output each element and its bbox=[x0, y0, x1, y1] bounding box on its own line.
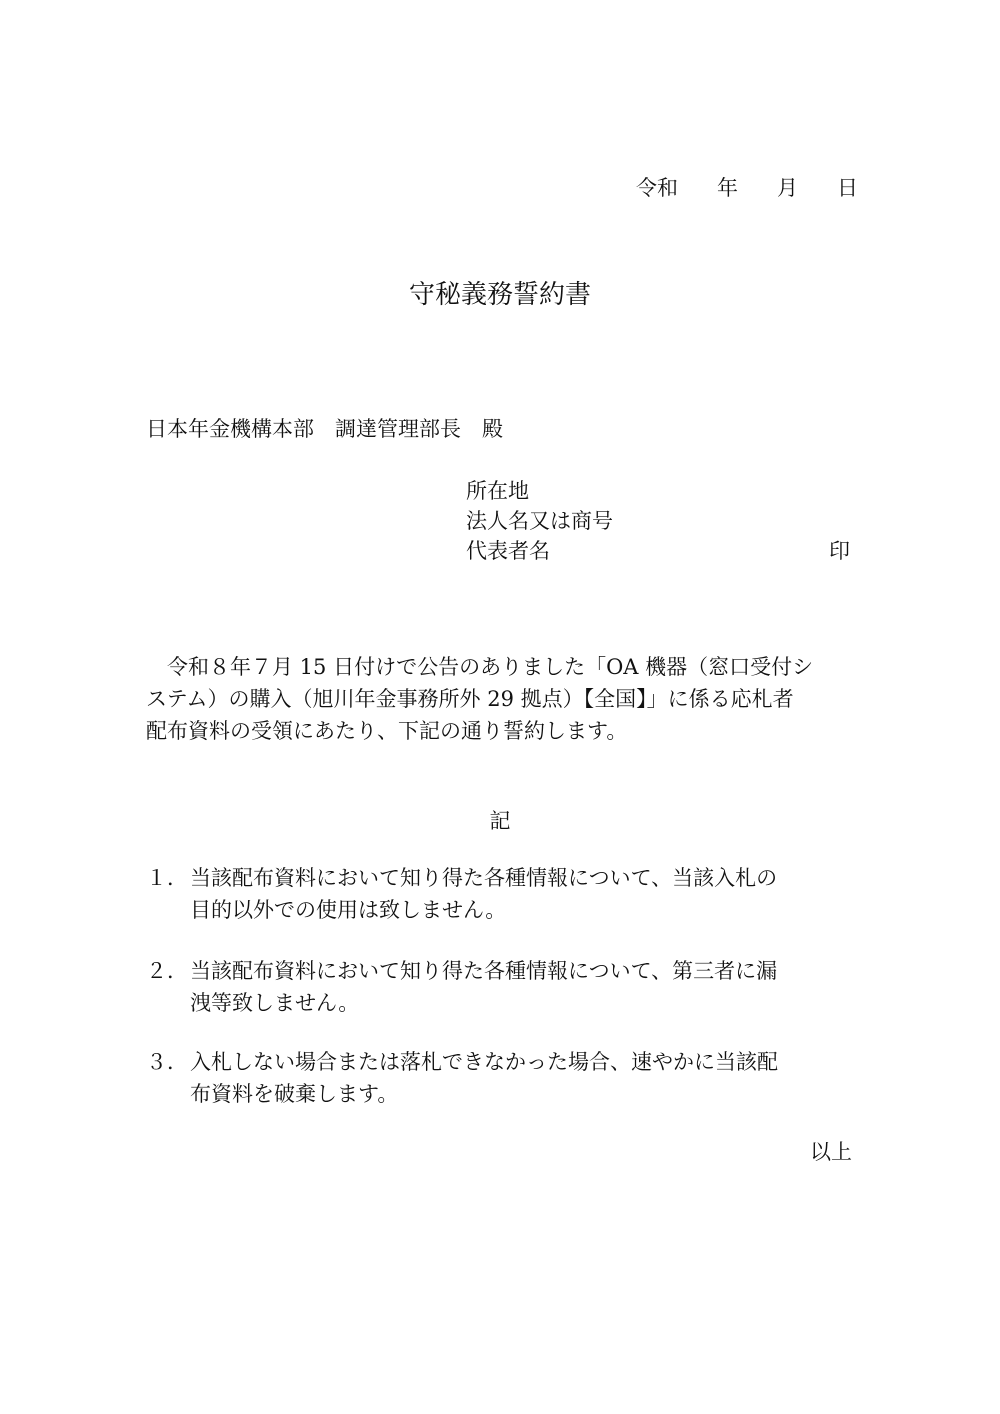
representative-label: 代表者名 bbox=[466, 539, 550, 563]
item-line: 洩等致しません。 bbox=[190, 991, 360, 1015]
item-text bbox=[190, 955, 777, 1019]
item-number: ３． bbox=[146, 1050, 188, 1074]
date-month: 月 bbox=[777, 176, 798, 200]
sender-company-row bbox=[466, 505, 856, 533]
date-era: 令和 bbox=[636, 176, 678, 200]
body-line: ステム）の購入（旭川年金事務所外 29 拠点）【全国】」に係る応札者 bbox=[146, 687, 794, 711]
closing-mark: 以上 bbox=[810, 1140, 852, 1164]
date-line bbox=[636, 172, 856, 198]
document-title: 守秘義務誓約書 bbox=[408, 280, 591, 310]
item-line: 当該配布資料において知り得た各種情報について、当該入札の bbox=[190, 866, 778, 890]
sender-representative-row bbox=[466, 535, 856, 563]
seal-mark: 印 bbox=[829, 539, 850, 563]
ki-heading: 記 bbox=[489, 809, 511, 833]
company-label: 法人名又は商号 bbox=[466, 509, 613, 533]
item-line: 目的以外での使用は致しません。 bbox=[190, 898, 507, 922]
item-text bbox=[190, 862, 777, 926]
item-number: ２． bbox=[146, 959, 188, 983]
item-number: １． bbox=[146, 866, 188, 890]
date-year: 年 bbox=[717, 176, 738, 200]
sender-address-row bbox=[466, 475, 856, 503]
address-label: 所在地 bbox=[466, 479, 529, 503]
body-paragraph bbox=[146, 651, 858, 747]
item-line: 入札しない場合または落札できなかった場合、速やかに当該配 bbox=[190, 1050, 778, 1074]
date-day: 日 bbox=[837, 176, 858, 200]
body-line: 配布資料の受領にあたり、下記の通り誓約します。 bbox=[146, 719, 628, 743]
item-line: 布資料を破棄します。 bbox=[190, 1082, 399, 1106]
item-line: 当該配布資料において知り得た各種情報について、第三者に漏 bbox=[190, 959, 778, 983]
addressee: 日本年金機構本部 調達管理部長 殿 bbox=[146, 417, 503, 441]
body-line: 令和８年７月 15 日付けで公告のありました「OA 機器（窓口受付シ bbox=[167, 655, 814, 679]
item-text bbox=[190, 1046, 778, 1110]
